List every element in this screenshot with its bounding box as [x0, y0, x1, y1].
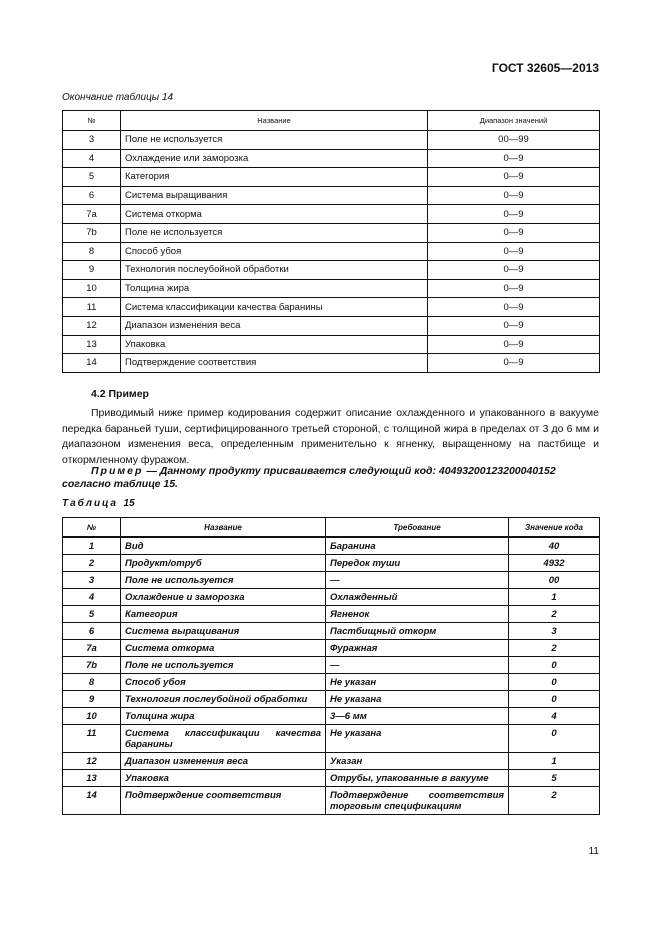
cell-number: 7b: [63, 223, 121, 242]
cell-range: 0—9: [428, 168, 600, 187]
cell-number: 5: [63, 606, 121, 623]
table-header-row: [63, 518, 600, 538]
cell-code-value: 2: [509, 787, 600, 815]
table-row: [63, 787, 600, 815]
table-row: [63, 606, 600, 623]
cell-requirement: 3—6 мм: [326, 708, 509, 725]
table-row: [63, 770, 600, 787]
cell-name: Вид: [121, 537, 326, 555]
cell-number: 14: [63, 787, 121, 815]
cell-name: Охлаждение и заморозка: [121, 589, 326, 606]
cell-name: Поле не используется: [121, 572, 326, 589]
cell-name: Категория: [121, 168, 428, 187]
table-row: [63, 589, 600, 606]
cell-number: 8: [63, 674, 121, 691]
cell-name: Упаковка: [121, 770, 326, 787]
cell-name: Толщина жира: [121, 279, 428, 298]
cell-name: Поле не используется: [121, 657, 326, 674]
cell-number: 11: [63, 725, 121, 753]
cell-name: Диапазон изменения веса: [121, 316, 428, 335]
cell-range: 0—9: [428, 149, 600, 168]
cell-code-value: 0: [509, 674, 600, 691]
cell-range: 0—9: [428, 298, 600, 317]
cell-number: 12: [63, 316, 121, 335]
column-header-number: №: [63, 111, 121, 131]
cell-name: Способ убоя: [121, 674, 326, 691]
example-text: — Данному продукту присваивается следующий код: 40493200123200040152 согласно таблице 15.: [62, 465, 556, 490]
paragraph-text: Приводимый ниже пример кодирования содержит описание охлажденного и упакованного в вакууме передка бараньей туши, сертифицированного третьей стороной, с толщиной жира в пределах от 3 до 6 мм и диапазоном изменения веса, определенным применительно к ягненку, выращенному на пастбище и откормленному фуражом.: [62, 407, 599, 466]
cell-range: 0—9: [428, 335, 600, 354]
table-row: [63, 354, 600, 373]
table-row: [63, 131, 600, 150]
cell-requirement: Не указан: [326, 674, 509, 691]
cell-requirement: Не указана: [326, 691, 509, 708]
cell-name: Система выращивания: [121, 623, 326, 640]
cell-name: Способ убоя: [121, 242, 428, 261]
cell-range: 0—9: [428, 316, 600, 335]
cell-number: 1: [63, 537, 121, 555]
cell-number: 3: [63, 572, 121, 589]
cell-requirement: Подтверждение соответствия торговым спецификациям: [326, 787, 509, 815]
cell-number: 13: [63, 770, 121, 787]
cell-code-value: 0: [509, 657, 600, 674]
table-row: [63, 725, 600, 753]
cell-name: Технология послеубойной обработки: [121, 261, 428, 280]
cell-range: 0—9: [428, 242, 600, 261]
cell-number: 7a: [63, 640, 121, 657]
table14-caption: Окончание таблицы 14: [62, 92, 174, 103]
table-row: [63, 242, 600, 261]
table-row: [63, 657, 600, 674]
column-header-number: №: [63, 518, 121, 538]
table-row: [63, 708, 600, 725]
cell-code-value: 3: [509, 623, 600, 640]
page-number: 11: [588, 846, 599, 857]
cell-range: 0—9: [428, 223, 600, 242]
cell-requirement: —: [326, 572, 509, 589]
cell-number: 7b: [63, 657, 121, 674]
cell-number: 8: [63, 242, 121, 261]
cell-name: Упаковка: [121, 335, 428, 354]
table-row: [63, 572, 600, 589]
table-row: [63, 298, 600, 317]
example-label: Пример: [91, 465, 144, 477]
cell-name: Категория: [121, 606, 326, 623]
table-row: [63, 623, 600, 640]
cell-code-value: 00: [509, 572, 600, 589]
cell-requirement: Фуражная: [326, 640, 509, 657]
table-row: [63, 537, 600, 555]
cell-name: Диапазон изменения веса: [121, 753, 326, 770]
cell-code-value: 2: [509, 640, 600, 657]
table15-caption-number: 15: [123, 498, 135, 509]
cell-name: Подтверждение соответствия: [121, 787, 326, 815]
example-note: [62, 465, 599, 491]
cell-range: 0—9: [428, 205, 600, 224]
cell-code-value: 1: [509, 753, 600, 770]
cell-name: Охлаждение или заморозка: [121, 149, 428, 168]
cell-requirement: Пастбищный откорм: [326, 623, 509, 640]
cell-requirement: Указан: [326, 753, 509, 770]
table-row: [63, 691, 600, 708]
table-row: [63, 223, 600, 242]
column-header-code-value: Значение кода: [509, 518, 600, 538]
cell-number: 9: [63, 691, 121, 708]
cell-code-value: 0: [509, 691, 600, 708]
table-15: [62, 517, 600, 815]
cell-requirement: Баранина: [326, 537, 509, 555]
cell-name: Система откорма: [121, 640, 326, 657]
cell-number: 7a: [63, 205, 121, 224]
cell-requirement: Охлажденный: [326, 589, 509, 606]
table-row: [63, 316, 600, 335]
cell-number: 6: [63, 623, 121, 640]
table-row: [63, 205, 600, 224]
table15-caption-label: Таблица: [62, 498, 118, 509]
cell-requirement: Отрубы, упакованные в вакууме: [326, 770, 509, 787]
cell-name: Система классификации качества баранины: [121, 298, 428, 317]
column-header-range: Диапазон значений: [428, 111, 600, 131]
cell-code-value: 0: [509, 725, 600, 753]
table15-caption: [62, 498, 135, 509]
cell-code-value: 40: [509, 537, 600, 555]
cell-name: Система классификации качества баранины: [121, 725, 326, 753]
cell-number: 10: [63, 279, 121, 298]
table-row: [63, 186, 600, 205]
cell-number: 4: [63, 589, 121, 606]
cell-number: 11: [63, 298, 121, 317]
cell-name: Толщина жира: [121, 708, 326, 725]
table-row: [63, 168, 600, 187]
cell-number: 10: [63, 708, 121, 725]
cell-number: 13: [63, 335, 121, 354]
cell-number: 14: [63, 354, 121, 373]
cell-number: 12: [63, 753, 121, 770]
table-row: [63, 555, 600, 572]
standard-number: ГОСТ 32605—2013: [491, 61, 599, 75]
cell-code-value: 4: [509, 708, 600, 725]
column-header-name: Название: [121, 518, 326, 538]
cell-code-value: 4932: [509, 555, 600, 572]
cell-number: 2: [63, 555, 121, 572]
section-paragraph: [62, 406, 599, 468]
cell-name: Технология послеубойной обработки: [121, 691, 326, 708]
table-row: [63, 335, 600, 354]
table-header-row: [63, 111, 600, 131]
cell-number: 3: [63, 131, 121, 150]
table-14: [62, 110, 600, 373]
table-row: [63, 640, 600, 657]
cell-code-value: 1: [509, 589, 600, 606]
cell-range: 00—99: [428, 131, 600, 150]
cell-code-value: 2: [509, 606, 600, 623]
cell-code-value: 5: [509, 770, 600, 787]
cell-name: Поле не используется: [121, 131, 428, 150]
cell-name: Поле не используется: [121, 223, 428, 242]
cell-name: Система выращивания: [121, 186, 428, 205]
cell-requirement: Ягненок: [326, 606, 509, 623]
cell-number: 9: [63, 261, 121, 280]
cell-name: Система откорма: [121, 205, 428, 224]
cell-number: 4: [63, 149, 121, 168]
cell-name: Продукт/отруб: [121, 555, 326, 572]
table-row: [63, 279, 600, 298]
cell-range: 0—9: [428, 186, 600, 205]
cell-range: 0—9: [428, 261, 600, 280]
cell-requirement: Передок туши: [326, 555, 509, 572]
table-row: [63, 674, 600, 691]
cell-number: 5: [63, 168, 121, 187]
cell-number: 6: [63, 186, 121, 205]
table-row: [63, 261, 600, 280]
table-row: [63, 753, 600, 770]
column-header-requirement: Требование: [326, 518, 509, 538]
cell-name: Подтверждение соответствия: [121, 354, 428, 373]
column-header-name: Название: [121, 111, 428, 131]
cell-range: 0—9: [428, 354, 600, 373]
table-row: [63, 149, 600, 168]
section-heading: 4.2 Пример: [91, 388, 149, 400]
cell-range: 0—9: [428, 279, 600, 298]
cell-requirement: —: [326, 657, 509, 674]
cell-requirement: Не указана: [326, 725, 509, 753]
